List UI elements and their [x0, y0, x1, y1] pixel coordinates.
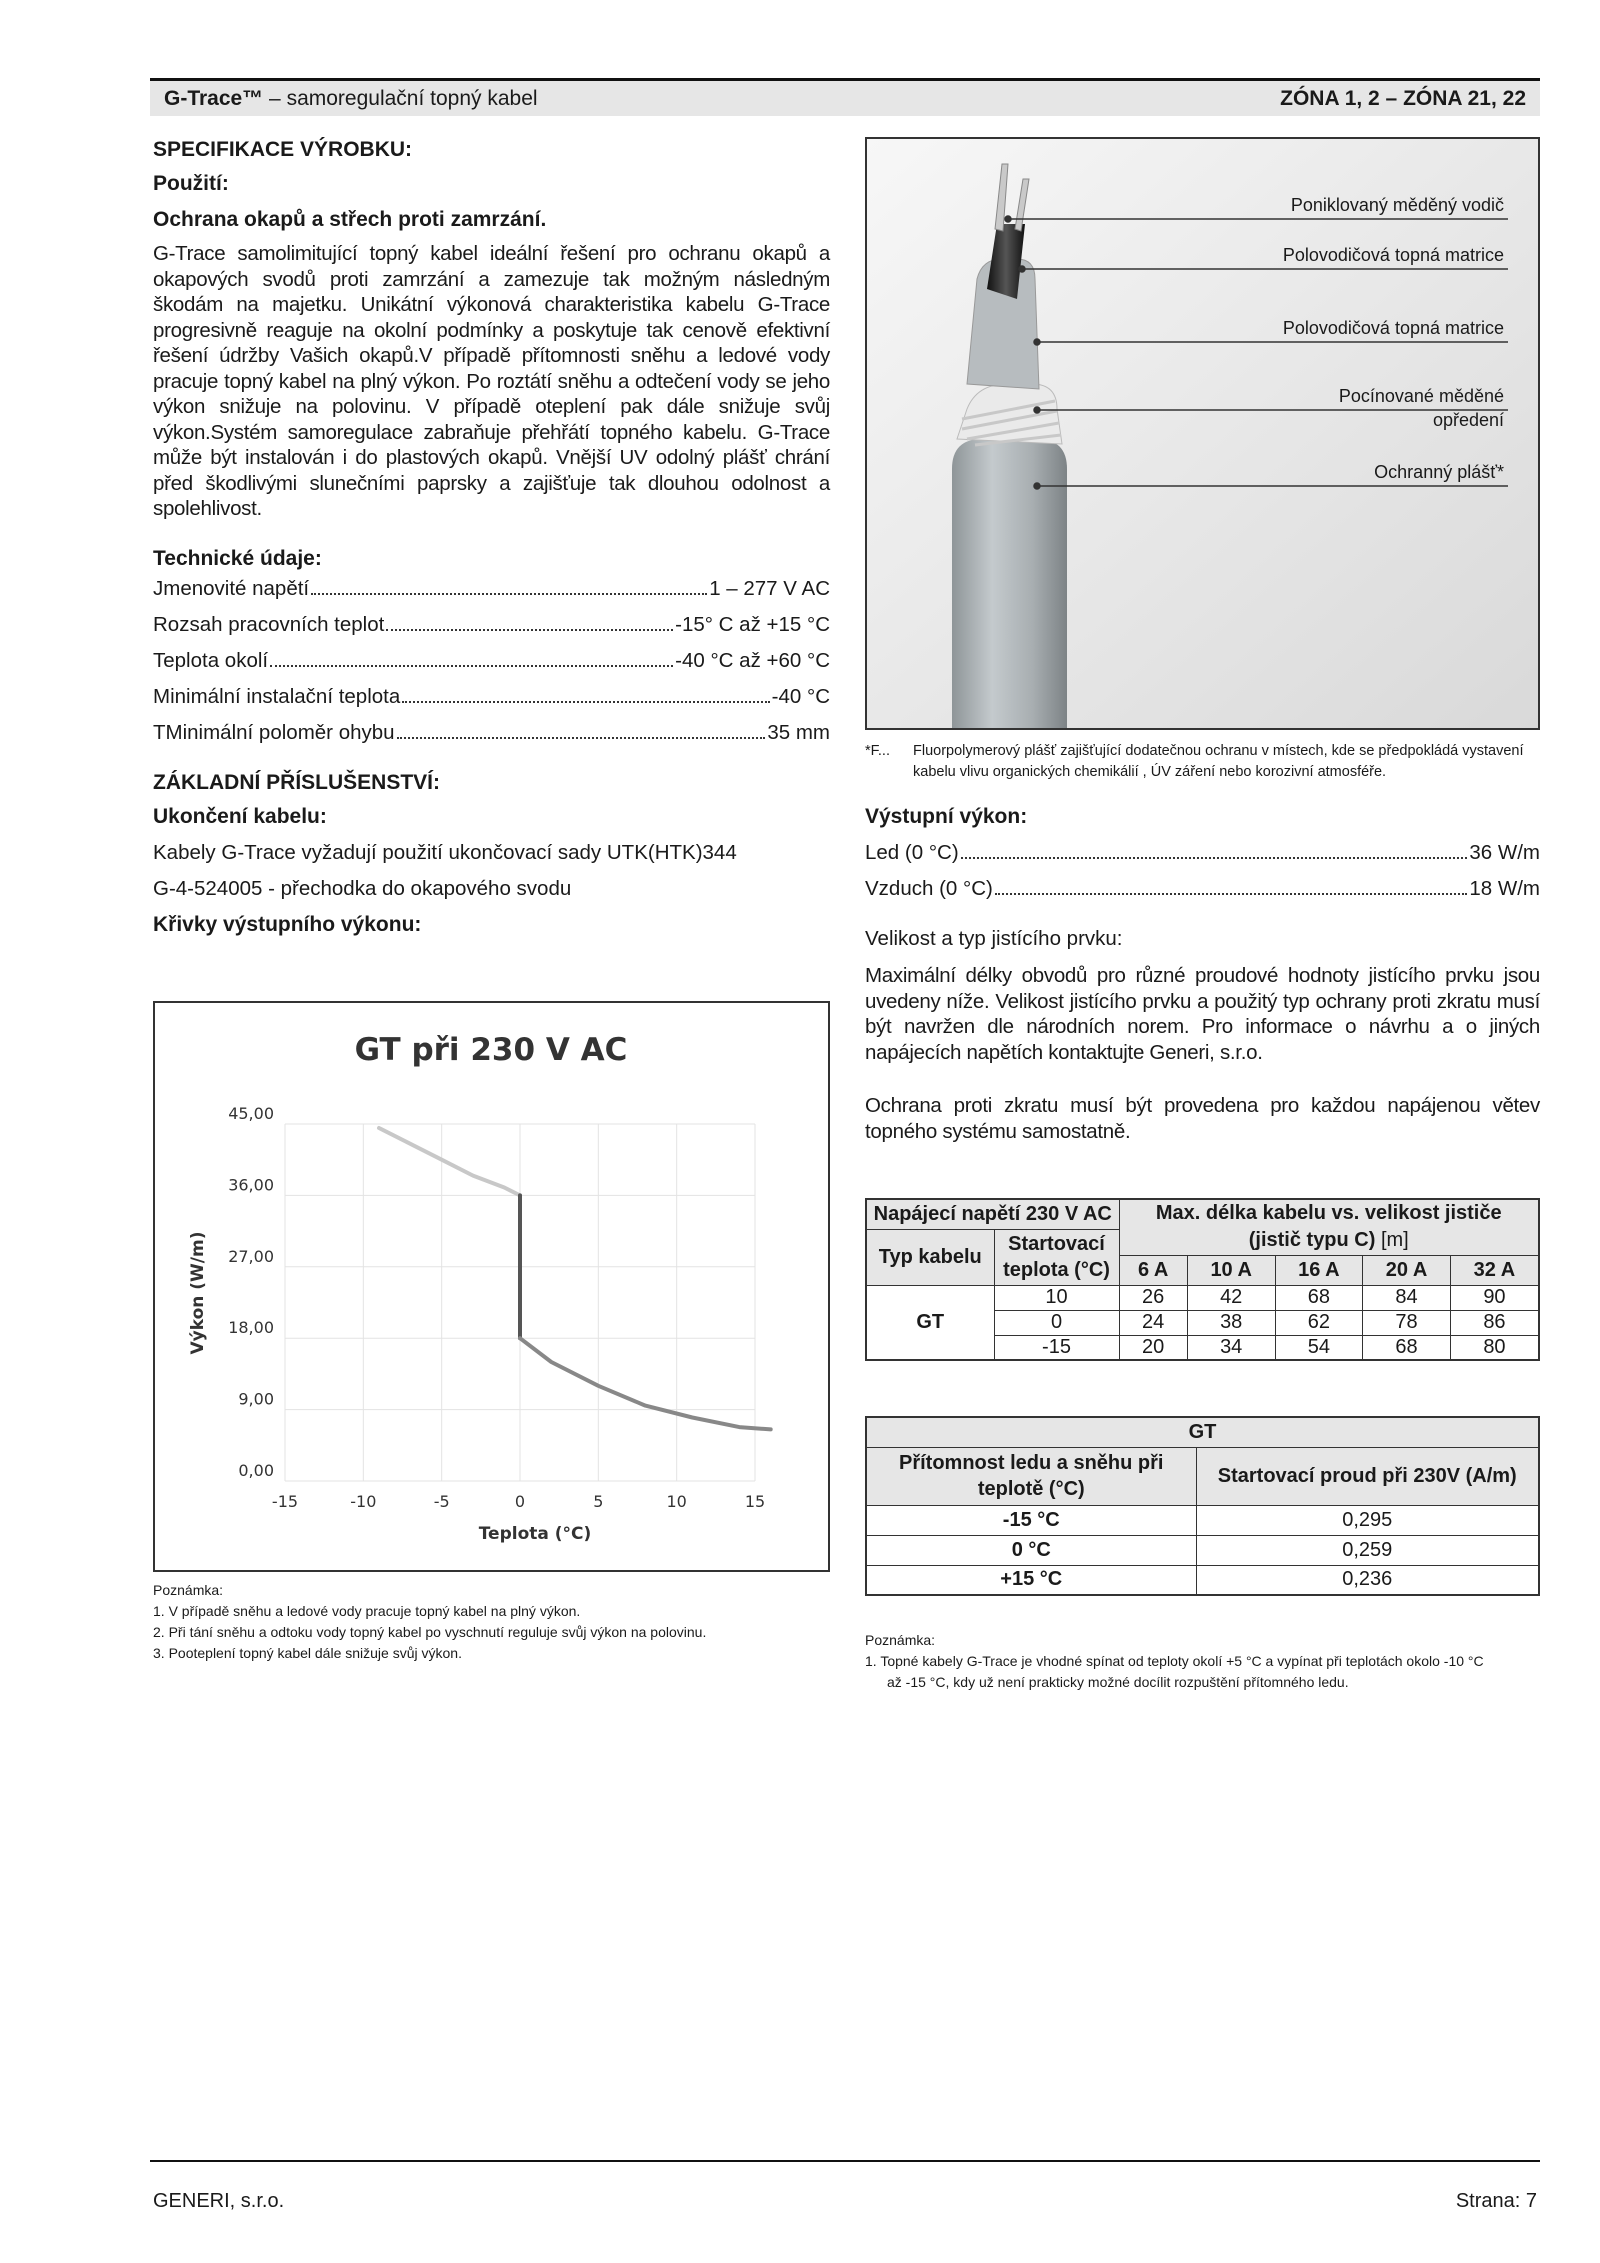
- use-title: Použití:: [153, 172, 229, 195]
- x-ticks: [272, 1492, 765, 1511]
- cable-illustration-box: [865, 137, 1540, 730]
- output-row: [865, 840, 1540, 876]
- output-row: [865, 876, 1540, 912]
- th-breaker: 16 A: [1275, 1255, 1363, 1285]
- curves-title: Křivky výstupního výkonu:: [153, 913, 422, 936]
- page-header: [150, 78, 1540, 116]
- output-title: Výstupní výkon:: [865, 805, 1028, 828]
- tech-value: -40 °C až +60 °C: [675, 649, 830, 672]
- x-tick-label: -15: [271, 1492, 299, 1511]
- th-breaker: 6 A: [1119, 1255, 1187, 1285]
- y-tick-label: 36,00: [228, 1175, 274, 1195]
- tech-row: [153, 720, 830, 756]
- length-cell: 54: [1275, 1335, 1363, 1360]
- y-tick-label: 27,00: [228, 1246, 274, 1266]
- left-note-2: 2. Při tání sněhu a odtoku vody topný kabel po vyschnutí reguluje svůj výkon na polovinu.: [153, 1624, 707, 1640]
- length-cell: 68: [1363, 1335, 1451, 1360]
- chart-title: GT při 230 V AC: [354, 1032, 628, 1068]
- header-zones: ZÓNA 1, 2 – ZÓNA 21, 22: [1280, 87, 1526, 110]
- length-cell: 78: [1363, 1310, 1451, 1335]
- dot-leader: [397, 737, 766, 739]
- chart-series: [379, 1128, 771, 1429]
- tech-row: [153, 576, 830, 612]
- x-axis-label: Teplota (°C): [478, 1524, 592, 1544]
- table-row: [866, 1285, 1539, 1310]
- y-tick-label: 45,00: [228, 1104, 274, 1123]
- tech-row: [153, 612, 830, 648]
- y-ticks: [228, 1104, 274, 1480]
- header-product: G-Trace™ – samoregulační topný kabel: [164, 87, 538, 110]
- tech-list: [153, 576, 830, 756]
- right-notes-title: Poznámka:: [865, 1632, 936, 1648]
- series-line: [379, 1128, 520, 1195]
- table-row: [866, 1535, 1539, 1565]
- footer-company: GENERI, s.r.o.: [153, 2190, 285, 2212]
- tech-row: [153, 648, 830, 684]
- length-cell: 34: [1187, 1335, 1275, 1360]
- tech-value: -40 °C: [771, 685, 830, 708]
- y-tick-label: 0,00: [238, 1461, 274, 1480]
- length-cell: 84: [1363, 1285, 1451, 1310]
- left-note-1: 1. V případě sněhu a ledové vody pracuje topný kabel na plný výkon.: [153, 1603, 581, 1619]
- breaker-text: Maximální délky obvodů pro různé proudové hodnoty jistícího prvku jsou uvedeny níže. Velikost jistícího prvku a použitý typ ochrany proti zkratu musí být navržen dle národních norem. Pro informace o návrhu a o jiných napájecích napětích kontaktujte Generi, s.r.o.: [865, 964, 1540, 1064]
- series-line: [520, 1338, 771, 1429]
- label-matrix-1: Polovodičová topná matrice: [1282, 245, 1504, 265]
- tech-row: [153, 684, 830, 720]
- x-tick-label: -5: [433, 1492, 450, 1511]
- temp-cell: -15 °C: [866, 1505, 1196, 1535]
- label-conductor: Poniklovaný měděný vodič: [1290, 195, 1504, 215]
- cable-illustration: [867, 139, 1538, 728]
- dot-leader: [402, 701, 769, 703]
- t2-title: GT: [866, 1417, 1539, 1447]
- x-tick-label: 0: [514, 1492, 526, 1511]
- length-cell: 68: [1275, 1285, 1363, 1310]
- label-matrix-2: Polovodičová topná matrice: [1282, 318, 1504, 338]
- th-cable-type: Typ kabelu: [866, 1229, 994, 1285]
- max-length-table: [865, 1198, 1540, 1361]
- length-cell: 90: [1450, 1285, 1539, 1310]
- length-cell: 26: [1119, 1285, 1187, 1310]
- th-breaker: 10 A: [1187, 1255, 1275, 1285]
- current-cell: 0,236: [1196, 1565, 1539, 1595]
- cable-footnote: [865, 741, 1540, 783]
- start-temp-cell: -15: [994, 1335, 1119, 1360]
- length-cell: 42: [1187, 1285, 1275, 1310]
- tech-value: 35 mm: [767, 721, 830, 744]
- tech-label: Teplota okolí: [153, 649, 269, 672]
- length-cell: 24: [1119, 1310, 1187, 1335]
- tech-label: TMinimální poloměr ohybu: [153, 721, 395, 744]
- label-jacket: Ochranný plášť*: [1374, 462, 1504, 482]
- length-cell: 62: [1275, 1310, 1363, 1335]
- dot-leader: [961, 857, 1468, 859]
- left-notes: [153, 1580, 830, 1664]
- table-row: [866, 1505, 1539, 1535]
- max-length-body: [866, 1285, 1539, 1360]
- temp-cell: +15 °C: [866, 1565, 1196, 1595]
- termination-line-2: G-4-524005 - přechodka do okapového svodu: [153, 877, 572, 900]
- current-cell: 0,259: [1196, 1535, 1539, 1565]
- start-temp-cell: 10: [994, 1285, 1119, 1310]
- tech-label: Jmenovité napětí: [153, 577, 310, 600]
- start-current-table: [865, 1416, 1540, 1596]
- table-row: [866, 1565, 1539, 1595]
- spec-title: SPECIFIKACE VÝROBKU:: [153, 138, 413, 161]
- dot-leader: [311, 593, 707, 595]
- outer-jacket: [952, 439, 1067, 728]
- left-notes-title: Poznámka:: [153, 1582, 224, 1598]
- accessories-title: ZÁKLADNÍ PŘÍSLUŠENSTVÍ:: [153, 771, 441, 794]
- x-tick-label: 5: [593, 1492, 604, 1511]
- label-braid: Pocínované měděné opředení: [1338, 386, 1504, 430]
- th-max-length: Max. délka kabelu vs. velikost jističe (jistič typu C) [m]: [1119, 1199, 1539, 1255]
- footer-page: Strana: 7: [1455, 2190, 1537, 2212]
- y-tick-label: 9,00: [238, 1389, 274, 1409]
- right-notes: [865, 1630, 1540, 1693]
- output-label: Led (0 °C): [865, 841, 959, 864]
- t2-h-left: Přítomnost ledu a sněhu při teplotě (°C): [866, 1447, 1196, 1505]
- page-footer: [150, 2160, 1540, 2212]
- left-column: [153, 137, 830, 948]
- start-temp-cell: 0: [994, 1310, 1119, 1335]
- tech-value: 1 – 277 V AC: [709, 577, 830, 600]
- current-cell: 0,295: [1196, 1505, 1539, 1535]
- tech-title: Technické údaje:: [153, 547, 322, 570]
- output-label: Vzduch (0 °C): [865, 877, 993, 900]
- use-subtitle: Ochrana okapů a střech proti zamrzání.: [153, 208, 547, 231]
- tech-label: Minimální instalační teplota: [153, 685, 401, 708]
- footnote-text: Fluorpolymerový plášť zajišťující dodatečnou ochranu v místech, kde se předpokládá vystavení kabelu vlivu organických chemikálií , ÚV záření nebo korozivní atmosféře.: [913, 743, 1524, 780]
- x-tick-label: -10: [350, 1492, 377, 1511]
- length-cell: 80: [1450, 1335, 1539, 1360]
- dot-leader: [995, 893, 1468, 895]
- description: G-Trace samolimitující topný kabel ideální řešení pro ochranu okapů a okapových svodů proti zamrzání a zamezuje tak možným následným škodám na majetku. Unikátní výkonová charakteristika kabelu G-Trace progresivně reaguje na okolní podmínky a poskytuje tak cenově efektivní řešení údržby Vašich okapů.V případě přítomnosti sněhu a ledové vody pracuje topný kabel na plný výkon. Po roztátí sněhu a odtečení vody se jeho výkon snižuje na polovinu. V případě oteplení pak dále snižuje svůj výkon.Systém samoregulace zabraňuje přehřátí topného kabelu. G-Trace může být instalován i do plastových okapů. Vnější UV odolný plášť chrání před škodlivými slunečními paprsky a zajišťuje tak dlouhou odolnost a spolehlivost.: [153, 242, 830, 520]
- short-circuit-text: Ochrana proti zkratu musí být provedena pro každou napájenou větev topného systému samostatně.: [865, 1094, 1540, 1143]
- tech-label: Rozsah pracovních teplot: [153, 613, 385, 636]
- left-note-3: 3. Pooteplení topný kabel dále snižuje svůj výkon.: [153, 1645, 462, 1661]
- th-breaker: 32 A: [1450, 1255, 1539, 1285]
- output-value: 18 W/m: [1469, 877, 1540, 900]
- th-voltage: Napájecí napětí 230 V AC: [866, 1199, 1119, 1229]
- termination-title: Ukončení kabelu:: [153, 805, 327, 828]
- length-cell: 86: [1450, 1310, 1539, 1335]
- termination-line-1: Kabely G-Trace vyžadují použití ukončovací sady UTK(HTK)344: [153, 841, 737, 864]
- y-tick-label: 18,00: [228, 1318, 274, 1338]
- start-current-body: [866, 1505, 1539, 1595]
- th-start-temp: Startovací teplota (°C): [994, 1229, 1119, 1285]
- right-note-1a: 1. Topné kabely G-Trace je vhodné spínat od teploty okolí +5 °C a vypínat při teplotách okolo -10 °C: [865, 1653, 1484, 1669]
- y-axis-label: Výkon (W/m): [188, 1231, 208, 1355]
- dot-leader: [270, 665, 673, 667]
- footnote-mark: *F...: [865, 743, 890, 759]
- chart-box: [153, 1001, 830, 1572]
- breaker-title: Velikost a typ jistícího prvku:: [865, 927, 1123, 950]
- length-cell: 20: [1119, 1335, 1187, 1360]
- output-list: [865, 840, 1540, 912]
- t2-h-right: Startovací proud při 230V (A/m): [1196, 1447, 1539, 1505]
- right-column: [865, 804, 1540, 1144]
- right-note-1b: až -15 °C, kdy už není prakticky možné docílit rozpuštění přítomného ledu.: [887, 1674, 1349, 1690]
- cable-type-cell: GT: [866, 1285, 994, 1360]
- tech-value: -15° C až +15 °C: [675, 613, 830, 636]
- dot-leader: [386, 629, 673, 631]
- length-cell: 38: [1187, 1310, 1275, 1335]
- temp-cell: 0 °C: [866, 1535, 1196, 1565]
- output-value: 36 W/m: [1469, 841, 1540, 864]
- x-tick-label: 10: [666, 1492, 687, 1511]
- th-breaker: 20 A: [1363, 1255, 1451, 1285]
- x-tick-label: 15: [744, 1492, 766, 1511]
- power-curve-chart: [155, 1003, 828, 1570]
